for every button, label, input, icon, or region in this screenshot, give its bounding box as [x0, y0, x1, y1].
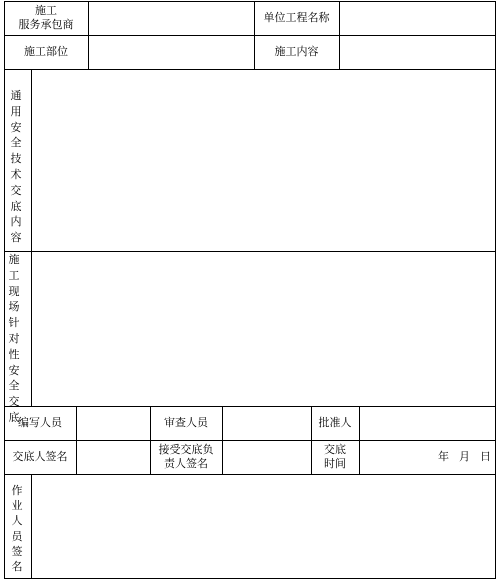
label-char: 术: [10, 167, 22, 181]
label-char: 名: [11, 560, 23, 574]
label-char: 人: [11, 514, 23, 528]
time-label: [311, 440, 359, 474]
label-char: 性: [8, 347, 20, 361]
content-value[interactable]: [339, 35, 496, 69]
project-name-label: 单位工程名称: [263, 11, 330, 24]
contractor-value[interactable]: [88, 1, 254, 35]
label-char: 内: [10, 215, 22, 229]
label-char: 场: [8, 300, 20, 314]
label-char: 底: [10, 199, 22, 213]
date-month: 月: [459, 450, 470, 463]
reviewer-label: 审查人员: [164, 416, 208, 429]
label-char: 全: [8, 379, 20, 393]
contractor-label-line2: 服务承包商: [18, 18, 74, 31]
label-char: 用: [10, 104, 22, 118]
label-char: 容: [10, 231, 22, 245]
receiver-label-line1: 接受交底负: [158, 443, 214, 456]
author-label: 编写人员: [18, 416, 62, 429]
briefer-label: 交底人签名: [12, 450, 68, 463]
date-year: 年: [438, 450, 449, 463]
contractor-label: [4, 1, 88, 35]
site-briefing-label: [6, 252, 22, 426]
label-char: 对: [8, 331, 20, 345]
reviewer-value[interactable]: [222, 406, 311, 440]
project-name-value[interactable]: [339, 1, 496, 35]
general-briefing-content[interactable]: [31, 69, 496, 251]
label-char: 作: [11, 484, 23, 497]
label-char: 安: [10, 120, 22, 134]
contractor-label-line1: 施工: [35, 4, 57, 17]
label-char: 全: [10, 136, 22, 150]
label-char: 施: [8, 253, 20, 266]
label-char: 底: [8, 410, 20, 424]
approver-value[interactable]: [359, 406, 496, 440]
label-char: 技: [10, 152, 22, 166]
author-value[interactable]: [76, 406, 150, 440]
time-label-line1: 交底: [324, 443, 346, 456]
label-char: 员: [11, 529, 23, 543]
label-char: 现: [8, 284, 20, 298]
label-char: 交: [10, 183, 22, 197]
workers-sign-content[interactable]: [31, 474, 496, 579]
content-label: 施工内容: [274, 45, 319, 58]
date-day: 日: [480, 450, 491, 463]
label-char: 交: [8, 395, 20, 409]
receiver-value[interactable]: [222, 440, 311, 474]
label-char: 工: [8, 268, 20, 282]
receiver-label: [150, 440, 222, 474]
label-char: 安: [8, 363, 20, 377]
label-char: 签: [11, 544, 23, 558]
label-char: 通: [10, 89, 22, 102]
briefer-value[interactable]: [76, 440, 150, 474]
site-briefing-content[interactable]: [31, 251, 496, 406]
label-char: 业: [11, 499, 23, 513]
label-char: 针: [8, 316, 20, 330]
time-label-line2: 时间: [324, 457, 346, 470]
date-field[interactable]: [359, 450, 496, 464]
location-label: 施工部位: [24, 45, 68, 58]
location-value[interactable]: [88, 35, 254, 69]
workers-sign-label: [9, 483, 25, 574]
receiver-label-line2: 责人签名: [164, 457, 208, 470]
general-briefing-label: [8, 88, 24, 246]
approver-label: 批准人: [318, 416, 352, 429]
